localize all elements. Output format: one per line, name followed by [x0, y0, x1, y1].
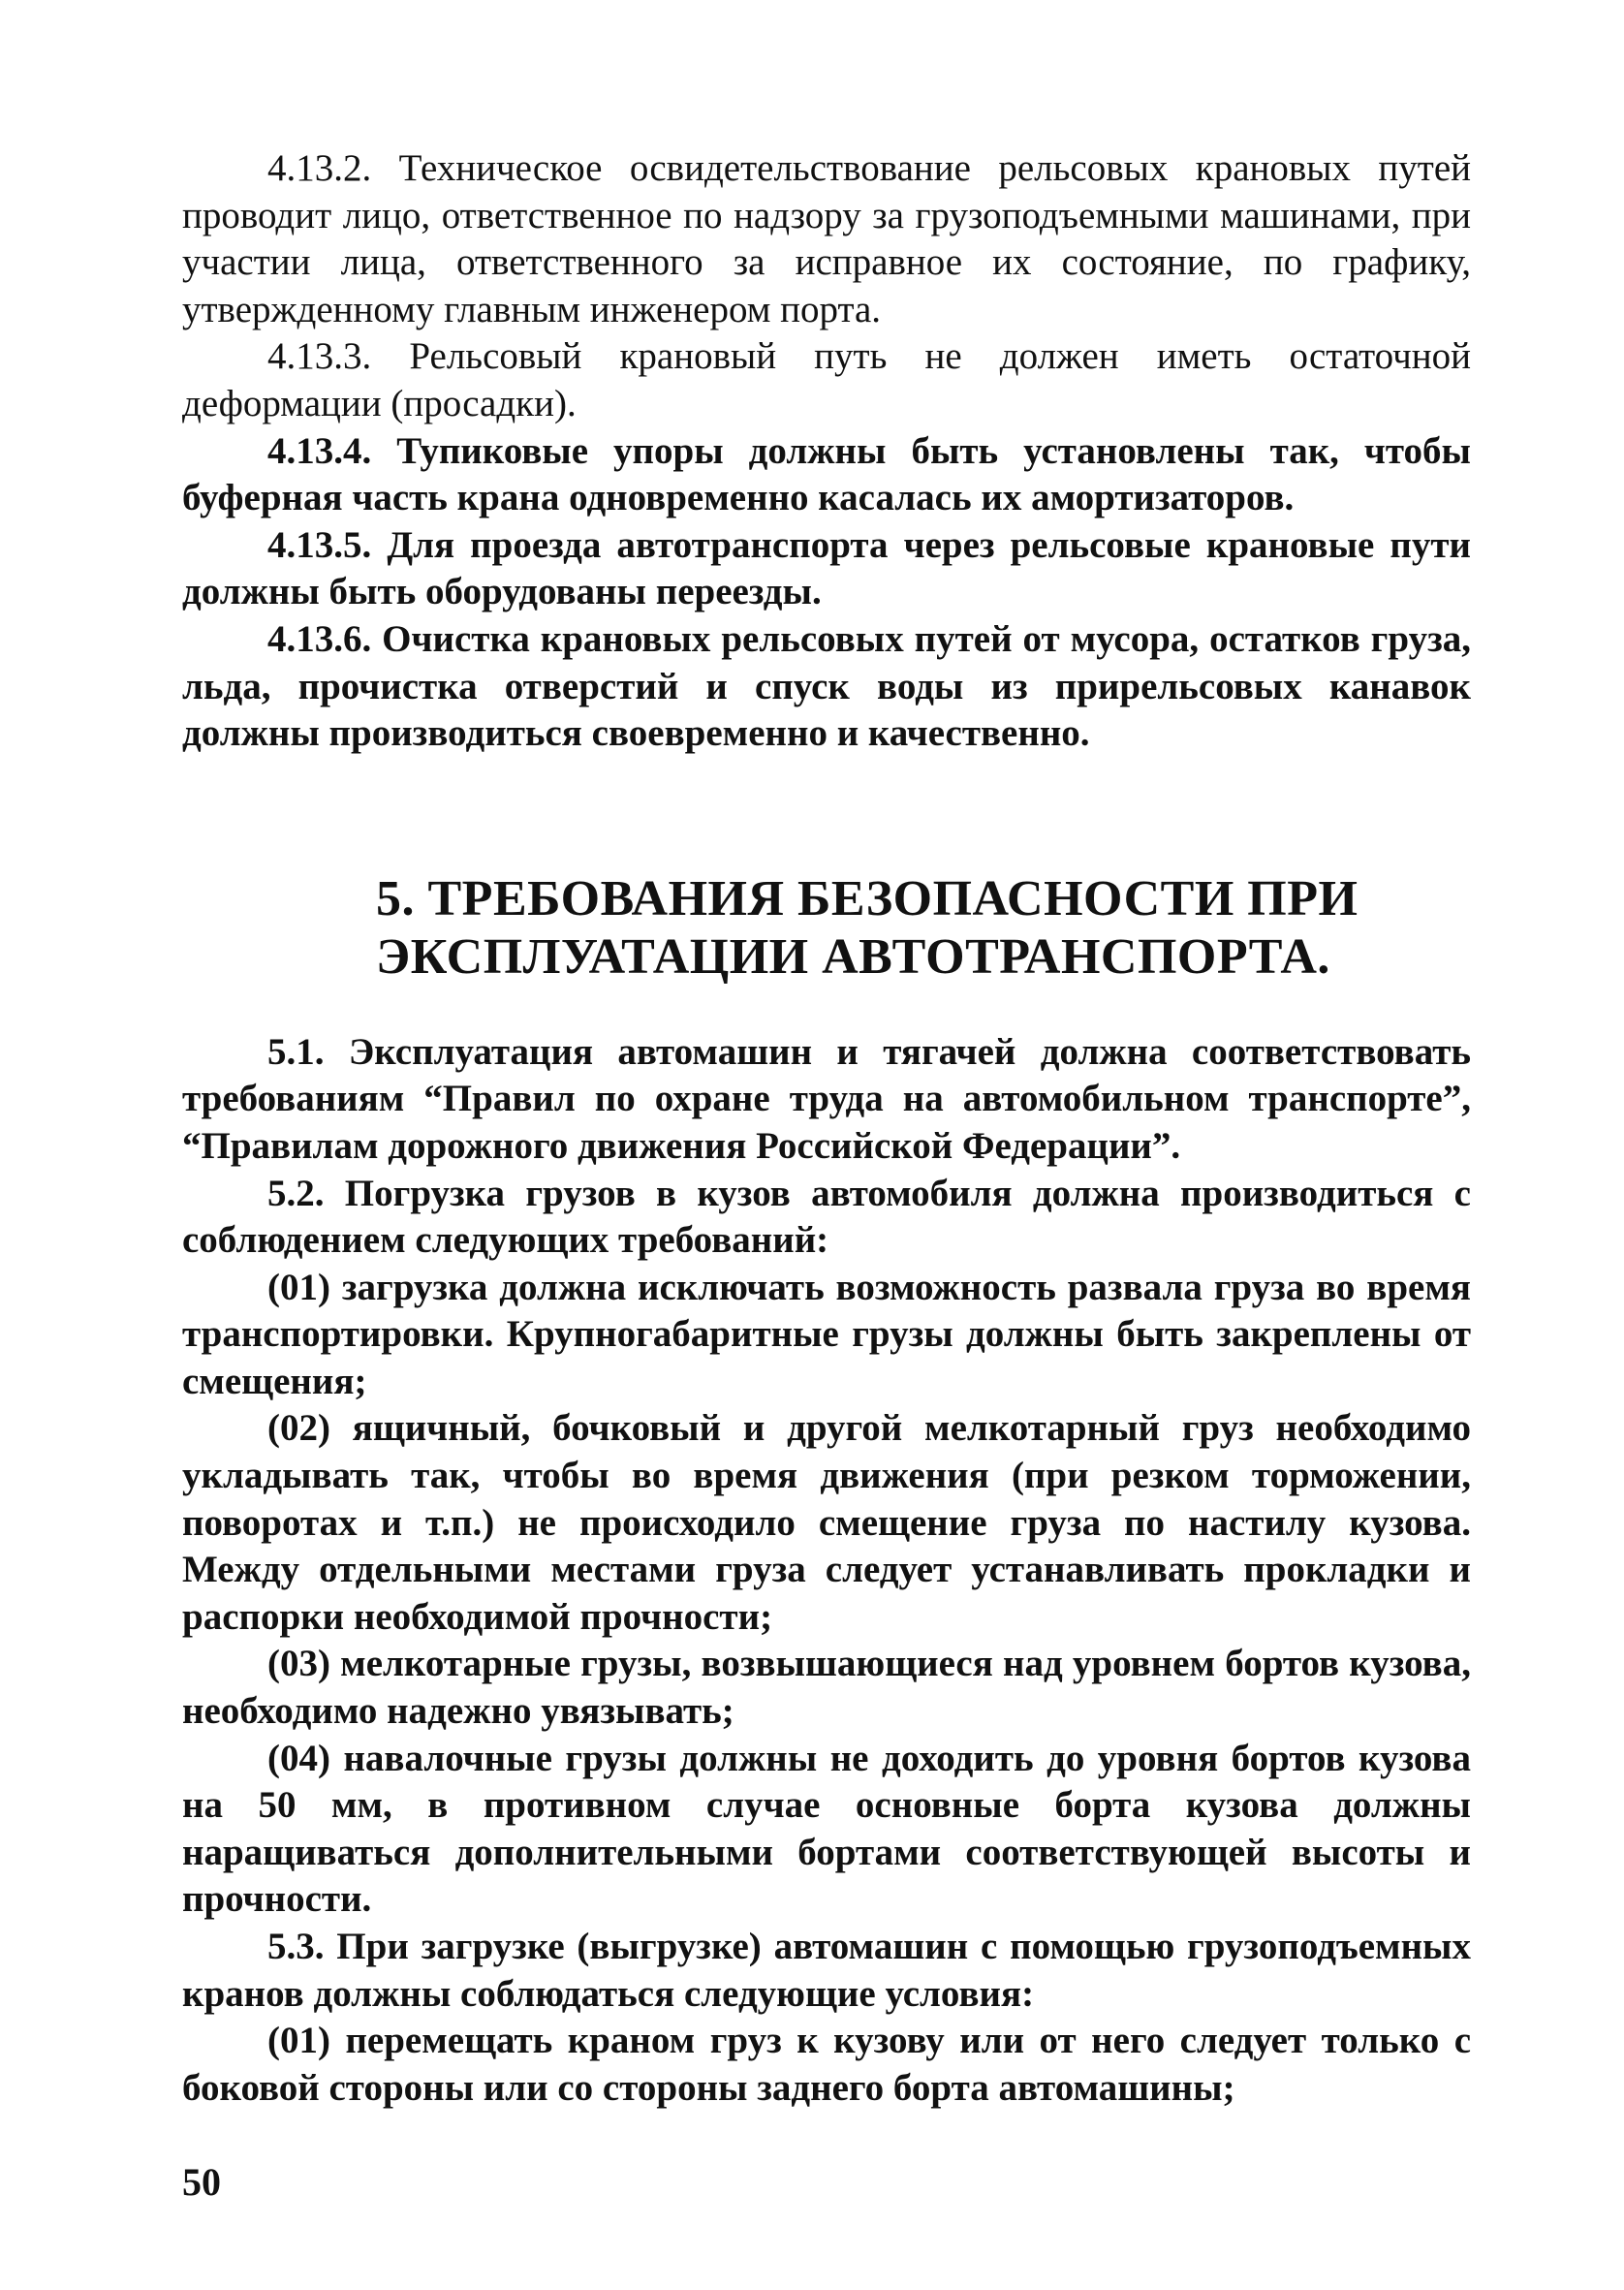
document-page: [182, 145, 1471, 2112]
section-heading-line-2: ЭКСПЛУАТАЦИИ АВТОТРАНСПОРТА.: [376, 928, 1330, 985]
paragraph-4-13-4: 4.13.4. Тупиковые упоры должны быть установлены так, чтобы буферная часть крана одновременно касалась их амортизаторов.: [182, 429, 1471, 519]
paragraph-5-3: 5.3. При загрузке (выгрузке) автомашин с помощью грузоподъемных кранов должны соблюдаться следующие условия:: [182, 1926, 1471, 2015]
paragraph-5-3-01: (01) перемещать краном груз к кузову или от него следует только с боковой стороны или со стороны заднего борта автомашины;: [182, 2020, 1471, 2109]
paragraph-4-13-5: 4.13.5. Для проезда автотранспорта через рельсовые крановые пути должны быть оборудованы переезды.: [182, 523, 1471, 613]
paragraph-4-13-6: 4.13.6. Очистка крановых рельсовых путей от мусора, остатков груза, льда, прочистка отверстий и спуск воды из прирельсовых канавок должны производиться своевременно и качественно.: [182, 617, 1471, 755]
paragraph-4-13-2: 4.13.2. Техническое освидетельствование рельсовых крановых путей проводит лицо, ответственное по надзору за грузоподъемными машинами, при участии лица, ответственного за исправное их состояние, по графику, утвержденному главным инженером порта.: [182, 147, 1471, 330]
paragraph-5-2-02: (02) ящичный, бочковый и другой мелкотарный груз необходимо укладывать так, чтобы во время движения (при резком торможении, поворотах и т.п.) не происходило смещение груза по настилу кузова. Между отдельными местами груза следует устанавливать прокладки и распорки необходимой прочности;: [182, 1407, 1471, 1638]
page-number: 50: [182, 2160, 221, 2204]
paragraph-4-13-3: 4.13.3. Рельсовый крановый путь не должен иметь остаточной деформации (просадки).: [182, 335, 1471, 424]
paragraph-5-2-04: (04) навалочные грузы должны не доходить до уровня бортов кузова на 50 мм, в противном случае основные борта кузова должны наращиваться дополнительными бортами соответствующей высоты и прочности.: [182, 1737, 1471, 1921]
paragraph-5-2-03: (03) мелкотарные грузы, возвышающиеся над уровнем бортов кузова, необходимо надежно увязывать;: [182, 1643, 1471, 1733]
paragraph-5-2-01: (01) загрузка должна исключать возможность развала груза во время транспортировки. Крупногабаритные грузы должны быть закреплены от смещения;: [182, 1266, 1471, 1402]
paragraph-5-1: 5.1. Эксплуатация автомашин и тягачей должна соответствовать требованиям “Правил по охране труда на автомобильном транспорте”, “Правилам дорожного движения Российской Федерации”.: [182, 1030, 1471, 1167]
paragraph-5-2: 5.2. Погрузка грузов в кузов автомобиля должна производиться с соблюдением следующих требований:: [182, 1172, 1471, 1262]
section-heading-line-1: 5. ТРЕБОВАНИЯ БЕЗОПАСНОСТИ ПРИ: [376, 870, 1359, 926]
heading-spacer: [182, 987, 1471, 1029]
section-heading: [182, 870, 1471, 987]
section-spacer: [182, 758, 1471, 870]
